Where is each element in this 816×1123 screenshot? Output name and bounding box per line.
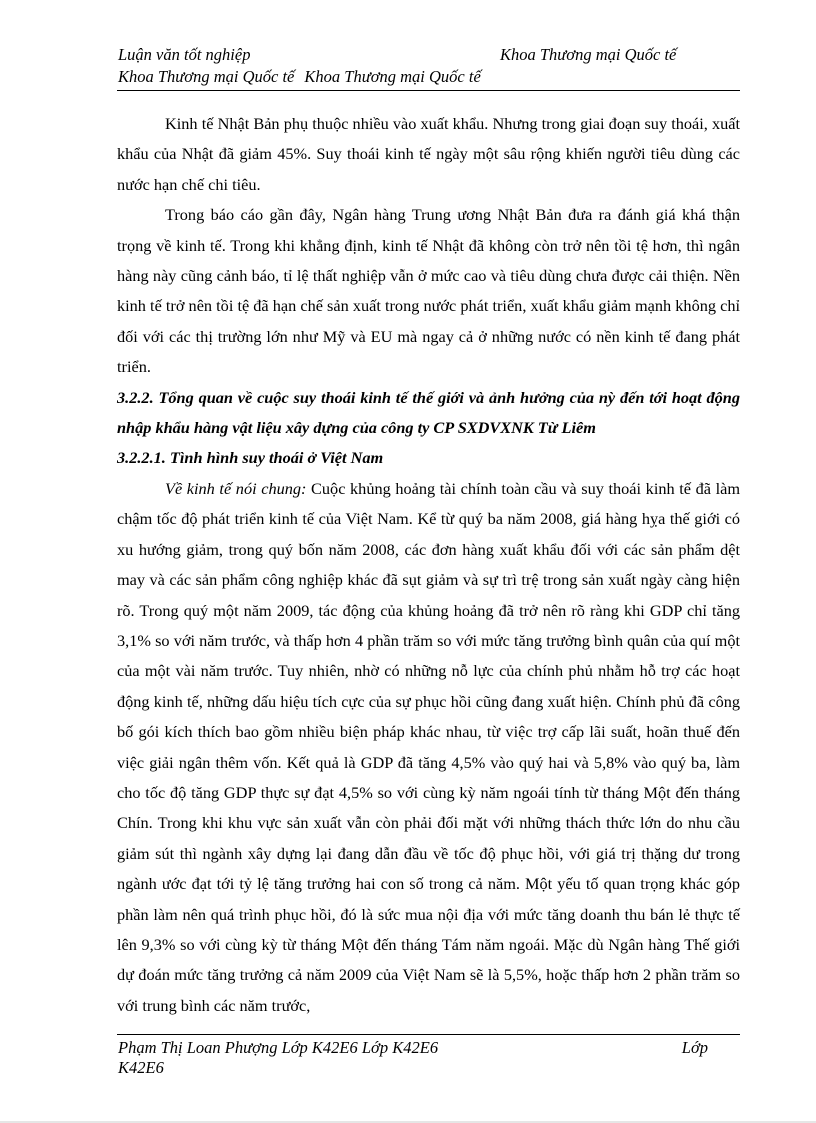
header-thesis-label: Luận văn tốt nghiệp (118, 45, 251, 64)
paragraph-japan-exports: Kinh tế Nhật Bản phụ thuộc nhiều vào xuất khẩu. Nhưng trong giai đoạn suy thoái, xuất khẩu của Nhật đã giảm 45%. Suy thoái kinh tế ngày một sâu rộng khiến người tiêu dùng các nước hạn chế chi tiêu. (117, 114, 740, 194)
header-row-1 (118, 44, 740, 66)
paragraph-lead-italic: Về kinh tế nói chung: (165, 478, 307, 498)
page-header (118, 44, 740, 88)
footer-author-line: Phạm Thị Loan Phượng Lớp K42E6 Lớp K42E6 (118, 1038, 439, 1057)
paragraph-boj-report: Trong báo cáo gần đây, Ngân hàng Trung ương Nhật Bản đưa ra đánh giá khá thận trọng về kinh tế. Trong khi khẳng định, kinh tế Nhật đã không còn trở nên tồi tệ hơn, thì ngân hàng này cũng cảnh báo, tỉ lệ thất nghiệp vẫn ở mức cao và tiêu dùng chưa được cải thiện. Nền kinh tế trở nên tồi tệ đã hạn chế sản xuất trong nước phát triển, xuất khẩu giảm mạnh không chỉ đối với các thị trường lớn như Mỹ và EU mà ngay cả ở những nước có nền kinh tế đang phát triển. (117, 205, 740, 377)
header-faculty-right: Khoa Thương mại Quốc tế (500, 45, 677, 64)
footer-row-2 (118, 1058, 708, 1078)
header-faculty-repeat-2: Khoa Thương mại Quốc tế (304, 67, 481, 86)
header-row-2 (118, 66, 740, 88)
paragraph-vietnam-economy-text: Cuộc khủng hoảng tài chính toàn cầu và suy thoái kinh tế đã làm chậm tốc độ phát triển kinh tế của Việt Nam. Kể từ quý ba năm 2008, giá hàng hỵa thế giới có xu hướng giảm, trong quý bốn năm 2008, các đơn hàng xuất khẩu đối với các sản phẩm dệt may và các sản phẩm công nghiệp khác đã sụt giảm và sự trì trệ trong sản xuất ngày càng hiện rõ. Trong quý một năm 2009, tác động của khủng hoảng đã trở nên rõ ràng khi GDP chỉ tăng 3,1% so với năm trước, và thấp hơn 4 phần trăm so với mức tăng trưởng bình quân của quí một của một vài năm trước. Tuy nhiên, nhờ có những nỗ lực của chính phủ nhằm hỗ trợ các hoạt động kinh tế, những dấu hiệu tích cực của sự phục hồi cũng đang xuất hiện. Chính phủ đã công bố gói kích thích bao gồm nhiều biện pháp khác nhau, từ việc trợ cấp lãi suất, hoãn thuế đến việc giải ngân thêm vốn. Kết quả là GDP đã tăng 4,5% vào quý hai và 5,8% vào quý ba, làm cho tốc độ tăng GDP thực sự đạt 4,5% so với cùng kỳ năm ngoái tính từ tháng Một đến tháng Chín. Trong khi khu vực sản xuất vẫn còn phải đối mặt với những thách thức lớn do nhu cầu giảm sút thì ngành xây dựng lại đang dẫn đầu về tốc độ phục hồi, với giá trị thặng dư trong ngành ước đạt tới tỷ lệ tăng trưởng hai con số trong cả năm. Một yếu tố quan trọng khác góp phần làm nên quá trình phục hồi, đó là sức mua nội địa với mức tăng doanh thu bán lẻ thực tế lên 9,3% so với cùng kỳ từ tháng Một đến tháng Tám năm ngoái. Mặc dù Ngân hàng Thế giới dự đoán mức tăng trưởng cả năm 2009 của Việt Nam sẽ là 5,5%, hoặc thấp hơn 2 phần trăm so với trung bình các năm trước, (117, 478, 740, 1015)
section-heading-3-2-2: 3.2.2. Tổng quan về cuộc suy thoái kinh tế thế giới và ảnh hưởng của nỳ đến tới hoạt động nhập khẩu hàng vật liệu xây dựng của công ty CP SXDVXNK Từ Liêm (117, 387, 740, 438)
paragraph-vietnam-economy (117, 474, 740, 1021)
header-faculty-repeat-1: Khoa Thương mại Quốc tế (118, 67, 295, 86)
header-divider (117, 90, 740, 91)
footer-row-1 (118, 1038, 708, 1058)
footer-divider (117, 1034, 740, 1035)
footer-right-label: Lớp (681, 1038, 708, 1057)
footer-class-code: K42E6 (118, 1058, 164, 1077)
section-heading-3-2-2-1: 3.2.2.1. Tình hình suy thoái ở Việt Nam (117, 448, 384, 468)
page-body (117, 109, 740, 1021)
page-footer (118, 1038, 708, 1078)
